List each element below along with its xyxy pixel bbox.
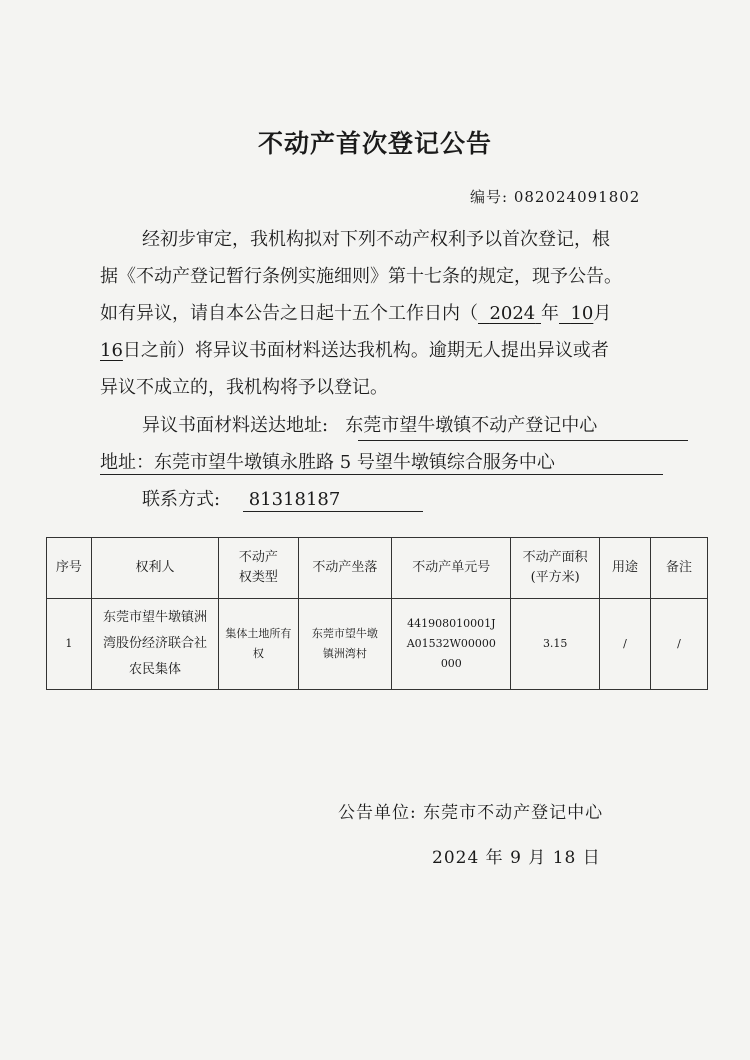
address-row [142, 407, 597, 444]
issue-date: 2024 年 9 月 18 日 [432, 848, 601, 868]
address-underline [358, 440, 688, 441]
header-area: 不动产面积 (平方米) [511, 538, 600, 599]
cell-use: / [599, 599, 650, 690]
body-line-2: 据《不动产登记暂行条例实施细则》第十七条的规定，现予公告。 [100, 266, 622, 287]
cell-owner: 东莞市望牛墩镇洲湾股份经济联合社农民集体 [91, 599, 218, 690]
month-unit: 月 [593, 303, 612, 324]
header-type: 不动产 权类型 [219, 538, 298, 599]
contact-label: 联系方式: [142, 489, 221, 510]
year-unit: 年 [541, 303, 559, 324]
document-number: 编号: 082024091802 [470, 188, 641, 206]
cell-area: 3.15 [511, 599, 600, 690]
address-line-2: 地址：东莞市望牛墩镇永胜路 5 号望牛墩镇综合服务中心 [100, 452, 555, 473]
address-label: 异议书面材料送达地址: [142, 415, 329, 436]
header-location: 不动产坐落 [298, 538, 392, 599]
header-owner: 权利人 [91, 538, 218, 599]
header-remark: 备注 [650, 538, 707, 599]
body-line-5: 异议不成立的，我机构将予以登记。 [100, 377, 388, 398]
body-line-4 [100, 332, 609, 369]
address-line-2-underline [100, 474, 663, 475]
body-line-3 [100, 295, 611, 332]
deadline-day: 16 [100, 340, 123, 361]
header-no: 序号 [47, 538, 92, 599]
cell-location: 东莞市望牛墩镇洲湾村 [298, 599, 392, 690]
deadline-month: 10 [570, 303, 594, 324]
deadline-year: 2024 [489, 303, 536, 324]
address-value: 东莞市望牛墩镇不动产登记中心 [345, 415, 598, 436]
body-line-4-text: 日之前）将异议书面材料送达我机构。逾期无人提出异议或者 [122, 340, 609, 361]
table-header-row [47, 538, 708, 599]
contact-underline [243, 511, 423, 512]
contact-value: 81318187 [248, 489, 341, 510]
issuing-unit: 公告单位: 东莞市不动产登记中心 [338, 803, 604, 823]
cell-type: 集体土地所有权 [219, 599, 298, 690]
body-line-1: 经初步审定，我机构拟对下列不动产权利予以首次登记，根 [142, 229, 610, 250]
document-title: 不动产首次登记公告 [257, 129, 492, 158]
contact-row [142, 481, 340, 518]
body-line-3-text: 如有异议，请自本公告之日起十五个工作日内（ [100, 303, 478, 324]
cell-remark: / [650, 599, 707, 690]
header-unit-no: 不动产单元号 [392, 538, 511, 599]
cell-unit-no: 441908010001JA01532W00000000 [392, 599, 511, 690]
registration-table [46, 537, 708, 690]
table-row [47, 599, 708, 690]
header-use: 用途 [599, 538, 650, 599]
cell-no: 1 [47, 599, 92, 690]
